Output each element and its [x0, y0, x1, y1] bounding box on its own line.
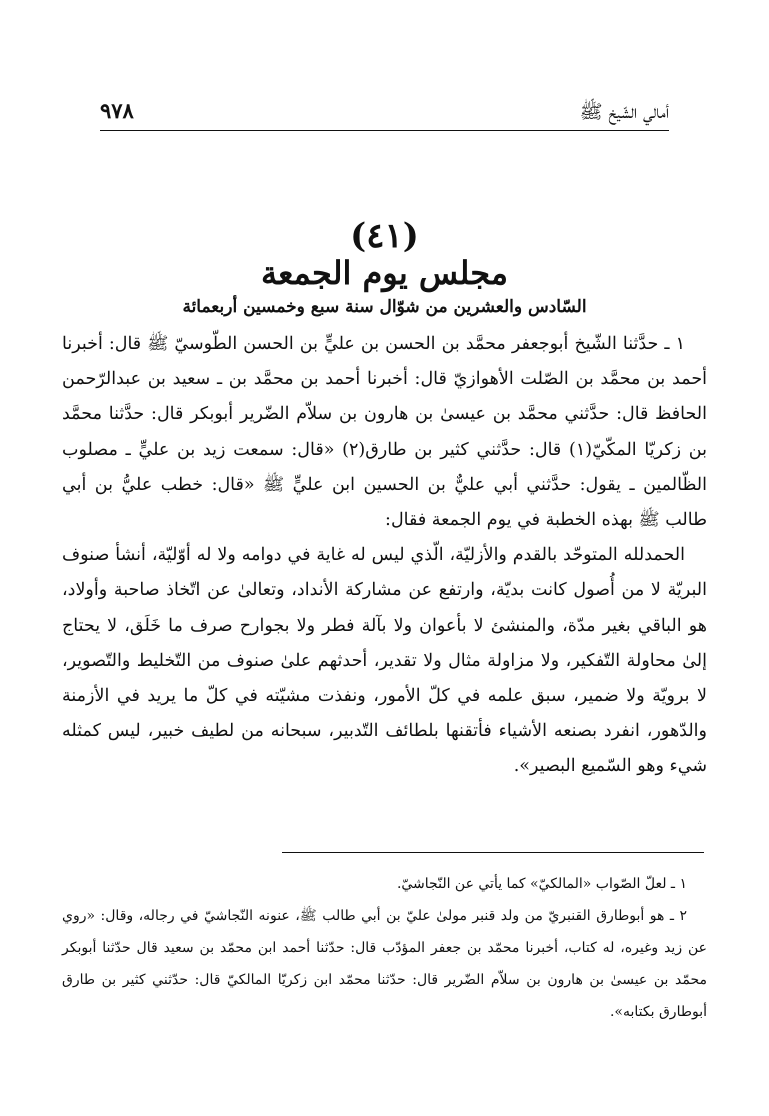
running-title: أمالي الشّيخ ﷺ — [579, 101, 669, 123]
running-header — [100, 96, 669, 131]
main-text — [62, 327, 707, 785]
paragraph-isnad: ١ ـ حدَّثنا الشّيخ أبوجعفر محمَّد بن الحسن بن عليٍّ بن الحسن الطّوسيّ ﷺ قال: أخبرنا أحمد بن محمَّد بن الصّلت الأهوازيّ قال: أخبرنا أحمد بن محمَّد بن ـ سعيد بن عبدالرّحمن الحافظ قال: حدَّثني محمَّد بن عيسىٰ بن هارون بن سلاّم الضّرير أبوبكر قال: حدَّثنا محمَّد بن زكريّا المكّيّ(١) قال: حدَّثني كثير بن طارق(٢) «قال: سمعت زيد بن عليٍّ ـ مصلوب الظّالمين ـ يقول: حدَّثني أبي عليٌّ بن الحسين ابن عليٍّ ﷺ «قال: خطب عليُّ بن أبي طالب ﷺ بهذه الخطبة في يوم الجمعة فقال: — [62, 334, 707, 531]
footnotes — [62, 868, 707, 1028]
session-date: السّادس والعشرين من شوّال سنة سبع وخمسين أربعمائة — [182, 297, 587, 317]
footnote-1: ١ ـ لعلّ الصّواب «المالكيّ» كما يأتي عن النّجاشيّ. — [396, 876, 687, 892]
page-number: ٩٧٨ — [100, 98, 134, 123]
paragraph-sermon: الحمدلله المتوحّد بالقدم والأزليّة، الّذي ليس له غاية في دوامه ولا له أوّليّة، أنشأ صنوف البريّة لا من أُصول كانت بديّة، وارتفع عن مشاركة الأنداد، وتعالىٰ عن اتّخاذ صاحبة وأولاد، هو الباقي بغير مدّة، والمنشئ لا بأعوان ولا بآلة فطر ولا بجوارح صرف ما خَلَق، لا يحتاج إلىٰ محاولة التّفكير، ولا مزاولة مثال ولا تقدير، أحدثهم علىٰ صنوف من التّخليط والتّصوير، لا برويّة ولا ضمير، سبق علمه في كلّ الأمور، ونفذت مشيّته في كلّ ما يريد في الأزمنة والدّهور، انفرد بصنعه الأشياء فأتقنها بلطائف التّدبير، سبحانه من لطيف خبير، ليس كمثله شيء وهو السّميع البصير». — [62, 545, 707, 777]
footnote-divider — [282, 852, 704, 853]
session-title: مجلس يوم الجمعة — [260, 254, 509, 292]
footnote-2: ٢ ـ هو أبوطارق القنبريّ من ولد قنبر مولىٰ عليّ بن أبي طالب ﷺ، عنونه النّجاشيّ في رجاله، وقال: «روي عن زيد وغيره، له كتاب، أخبرنا محمّد بن جعفر المؤدّب قال: حدّثنا أحمد ابن محمّد بن سعيد قال حدّثنا أبوبكر محمّد بن عيسىٰ بن هارون بن سلاّم الضّرير قال: حدّثنا محمّد ابن زكريّا المالكيّ قال: حدّثني كثير بن طارق أبوطارق بكتابه». — [62, 908, 707, 1020]
session-number: (٤١) — [350, 216, 419, 256]
